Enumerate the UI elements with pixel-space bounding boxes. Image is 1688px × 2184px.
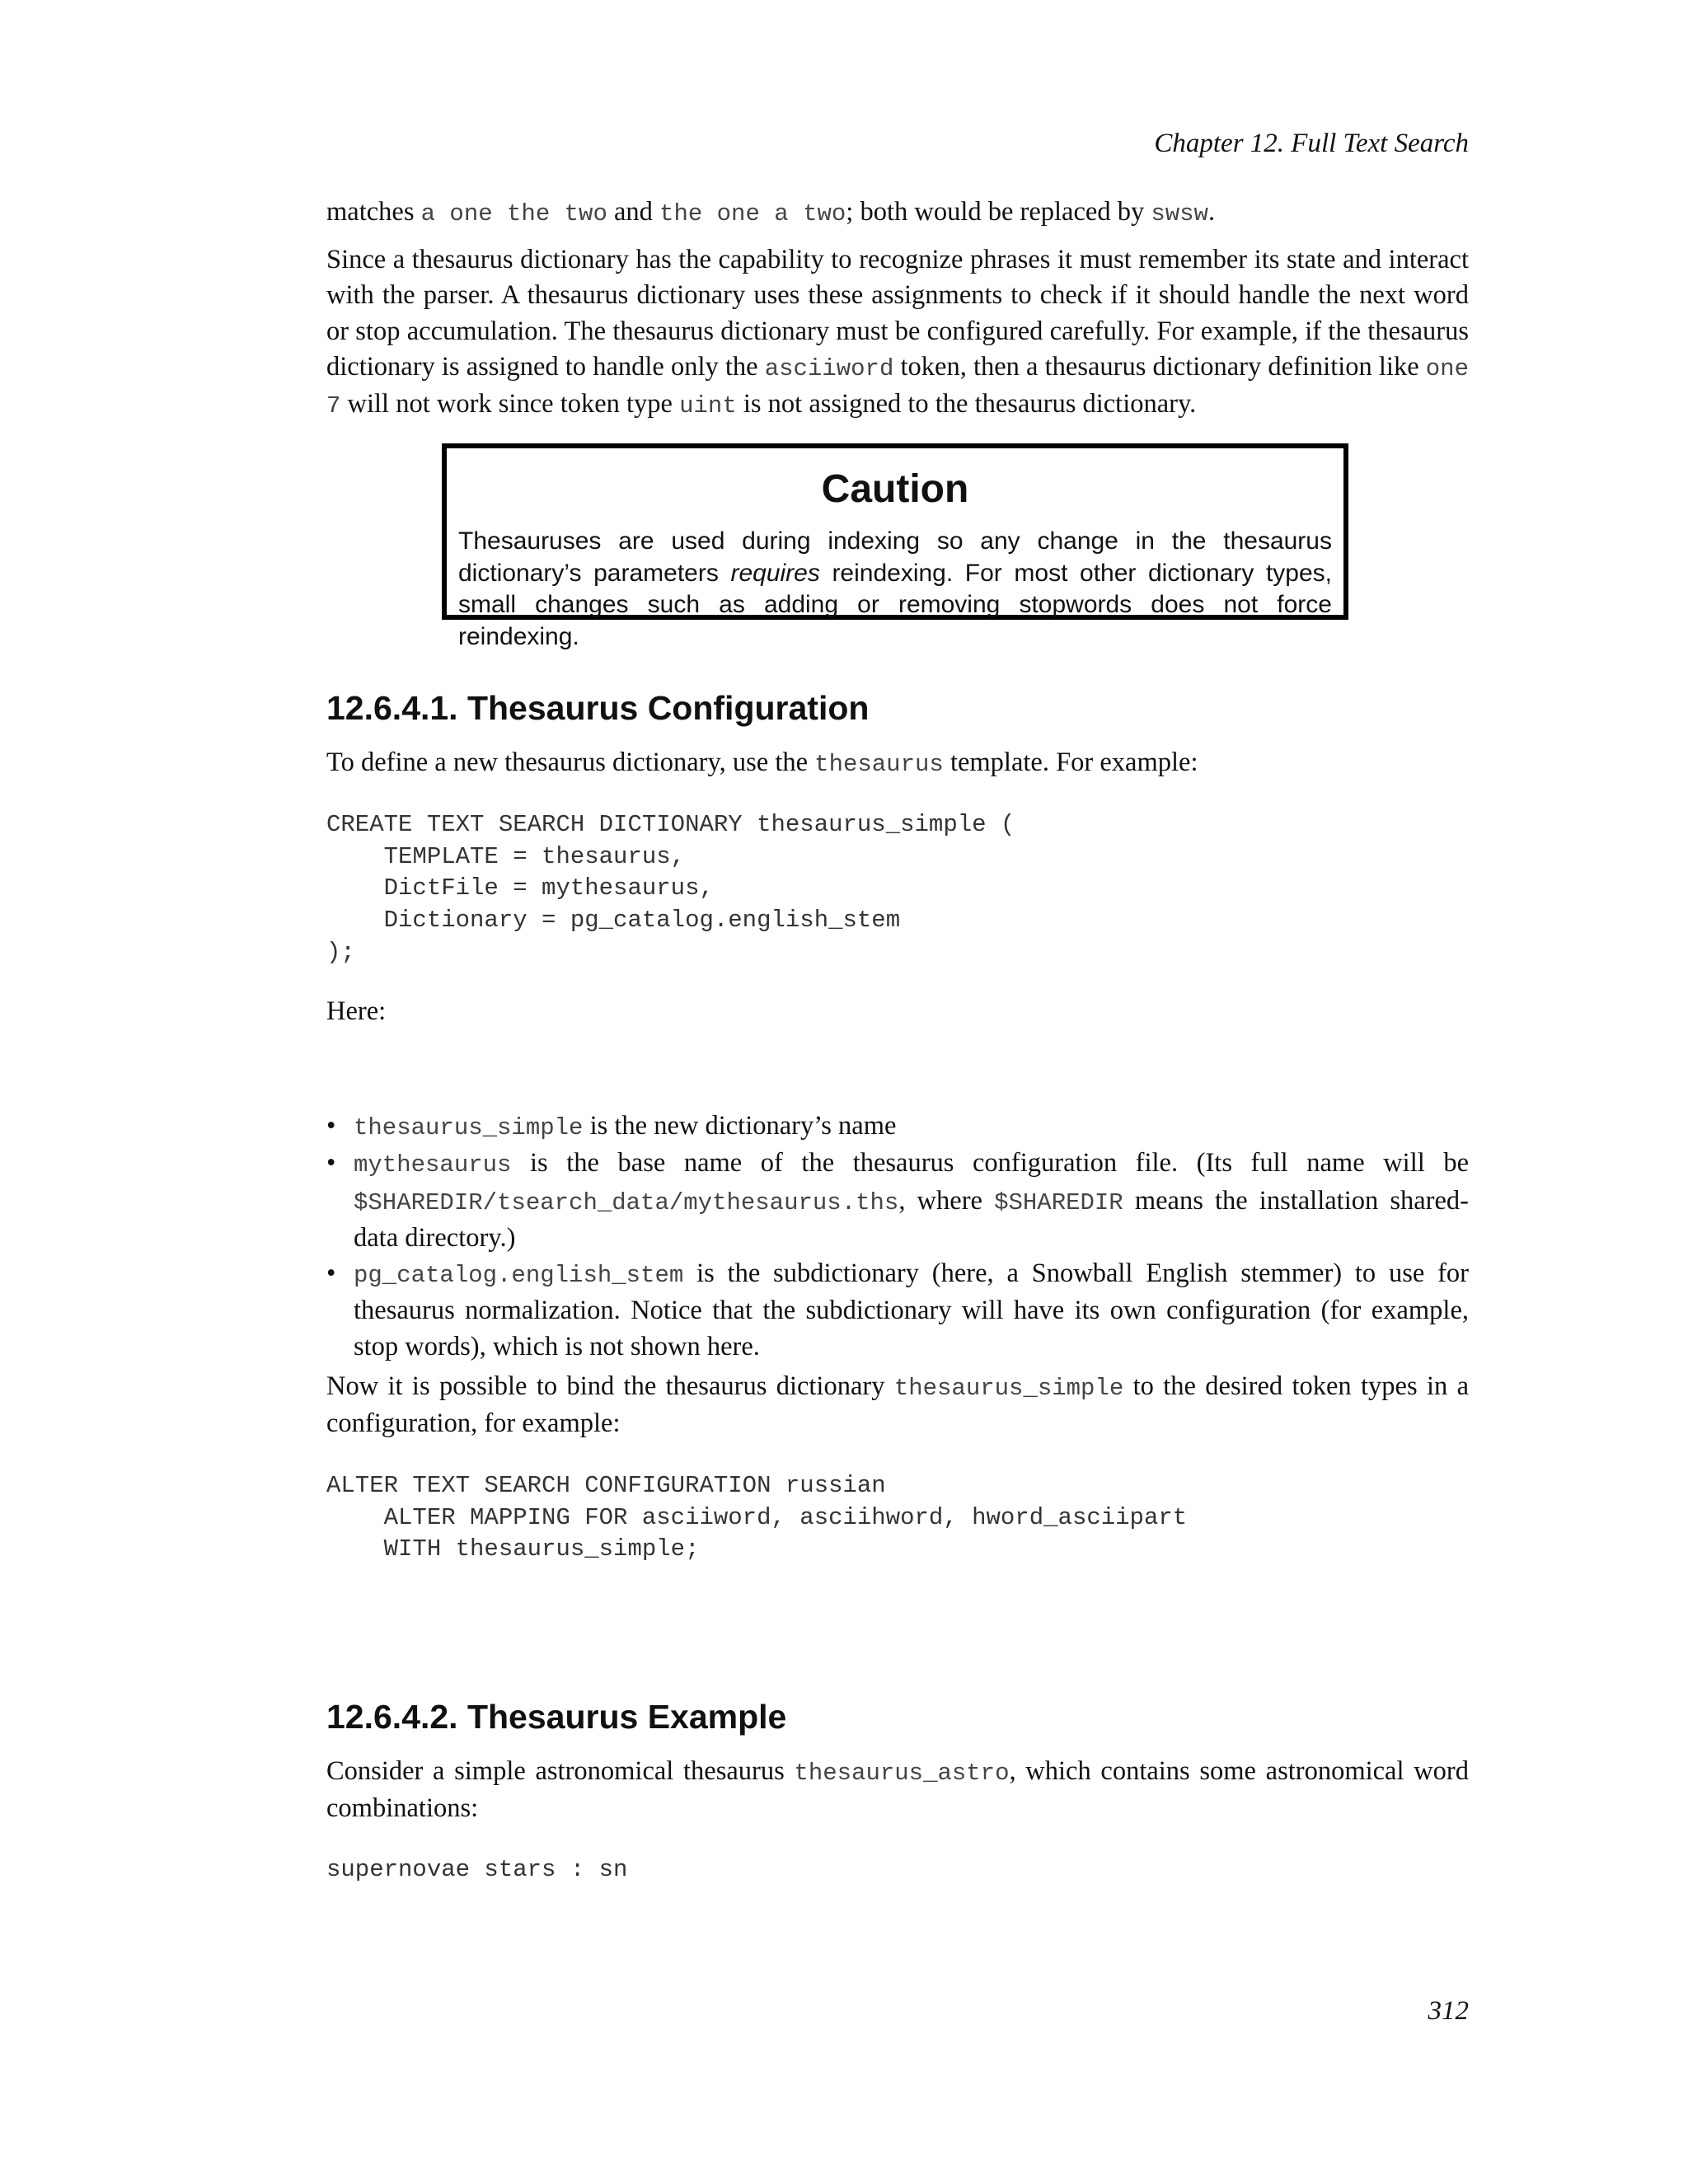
text: template. For example:	[943, 748, 1198, 777]
running-header: Chapter 12. Full Text Search	[1154, 129, 1469, 158]
code-block-alter-configuration: ALTER TEXT SEARCH CONFIGURATION russian ALTER MAPPING FOR asciiword, asciihword, hword_asciipart WITH thesaurus_simple;	[326, 1472, 1188, 1563]
list-item	[326, 1146, 1469, 1256]
list-item	[326, 1108, 1469, 1146]
parameter-list	[326, 1108, 1469, 1365]
text: is the base name of the thesaurus configuration file. (Its full name will be	[511, 1148, 1469, 1179]
text: will not work since token type	[340, 389, 680, 419]
code-inline: the one a two	[659, 200, 846, 227]
section-heading-example: 12.6.4.2. Thesaurus Example	[326, 1698, 787, 1736]
paragraph-bind-dictionary	[326, 1369, 1469, 1442]
paragraph-here: Here:	[326, 996, 387, 1026]
code-inline: uint	[679, 392, 737, 420]
caution-body	[458, 526, 1332, 653]
text: token, then a thesaurus dictionary definition like	[893, 351, 1426, 382]
text: Thesauruses are used during indexing so any change in the thesaurus dictionary’s parameters	[458, 527, 1332, 587]
text: .	[1207, 197, 1216, 227]
text: Since a thesaurus dictionary has the capability to recognize phrases it must remember its state and interact with the parser. A thesaurus dictionary uses these assignments to check if it should handle the next word or stop accumulation. The thesaurus dictionary must be configured carefully. For example, if the thesaurus dictionary is assigned to handle only the	[326, 245, 1469, 382]
code-block-create-dictionary: CREATE TEXT SEARCH DICTIONARY thesaurus_simple ( TEMPLATE = thesaurus, DictFile = mythesaurus, Dictionary = pg_catalog.english_stem );	[326, 811, 1015, 966]
code-inline: mythesaurus	[354, 1151, 512, 1179]
text: to the desired token types in a configuration, for example:	[326, 1371, 1469, 1439]
code-inline: swsw	[1151, 200, 1208, 227]
code-inline: one 7	[326, 354, 1469, 420]
page-number: 312	[1428, 1996, 1469, 2026]
emphasis: requires	[730, 559, 820, 587]
text: reindexing. For most other dictionary types, small changes such as adding or removing stopwords does not force reindexing.	[458, 559, 1333, 650]
text: To define a new thesaurus dictionary, use the	[326, 748, 815, 777]
paragraph-define-thesaurus	[326, 745, 1469, 782]
text: ; both would be replaced by	[846, 197, 1151, 227]
code-inline: $SHAREDIR/tsearch_data/mythesaurus.ths	[354, 1188, 899, 1216]
text: , where	[898, 1185, 995, 1216]
paragraph-matches	[326, 194, 1469, 232]
text: and	[607, 197, 660, 227]
text: Consider a simple astronomical thesaurus	[326, 1756, 795, 1786]
paragraph-thesaurus-state	[326, 242, 1469, 424]
code-inline: pg_catalog.english_stem	[354, 1262, 684, 1290]
list-item	[326, 1256, 1469, 1365]
code-inline: thesaurus	[814, 751, 944, 778]
text: matches	[326, 197, 421, 227]
code-inline: thesaurus_simple	[354, 1114, 584, 1141]
text: Now it is possible to bind the thesaurus dictionary	[326, 1371, 894, 1401]
code-inline: a one the two	[420, 200, 607, 227]
caution-title: Caution	[821, 467, 969, 511]
text: means the installation shared-data directory.)	[354, 1185, 1469, 1253]
text: is not assigned to the thesaurus dictionary.	[736, 389, 1197, 419]
code-block-astro-entry: supernovae stars : sn	[326, 1856, 628, 1883]
code-inline: $SHAREDIR	[994, 1188, 1123, 1216]
code-inline: asciiword	[764, 354, 894, 382]
text: , which contains some astronomical word combinations:	[326, 1756, 1469, 1824]
text: is the new dictionary’s name	[583, 1111, 897, 1141]
section-heading-configuration: 12.6.4.1. Thesaurus Configuration	[326, 689, 870, 727]
text: is the subdictionary (here, a Snowball English stemmer) to use for thesaurus normalization. Notice that the subdictionary will have its own configuration (for example, stop words), which is not shown here.	[354, 1258, 1469, 1361]
code-inline: thesaurus_astro	[794, 1760, 1010, 1787]
code-inline: thesaurus_simple	[893, 1375, 1124, 1402]
caution-box	[442, 443, 1348, 650]
paragraph-astro-thesaurus	[326, 1754, 1469, 1827]
